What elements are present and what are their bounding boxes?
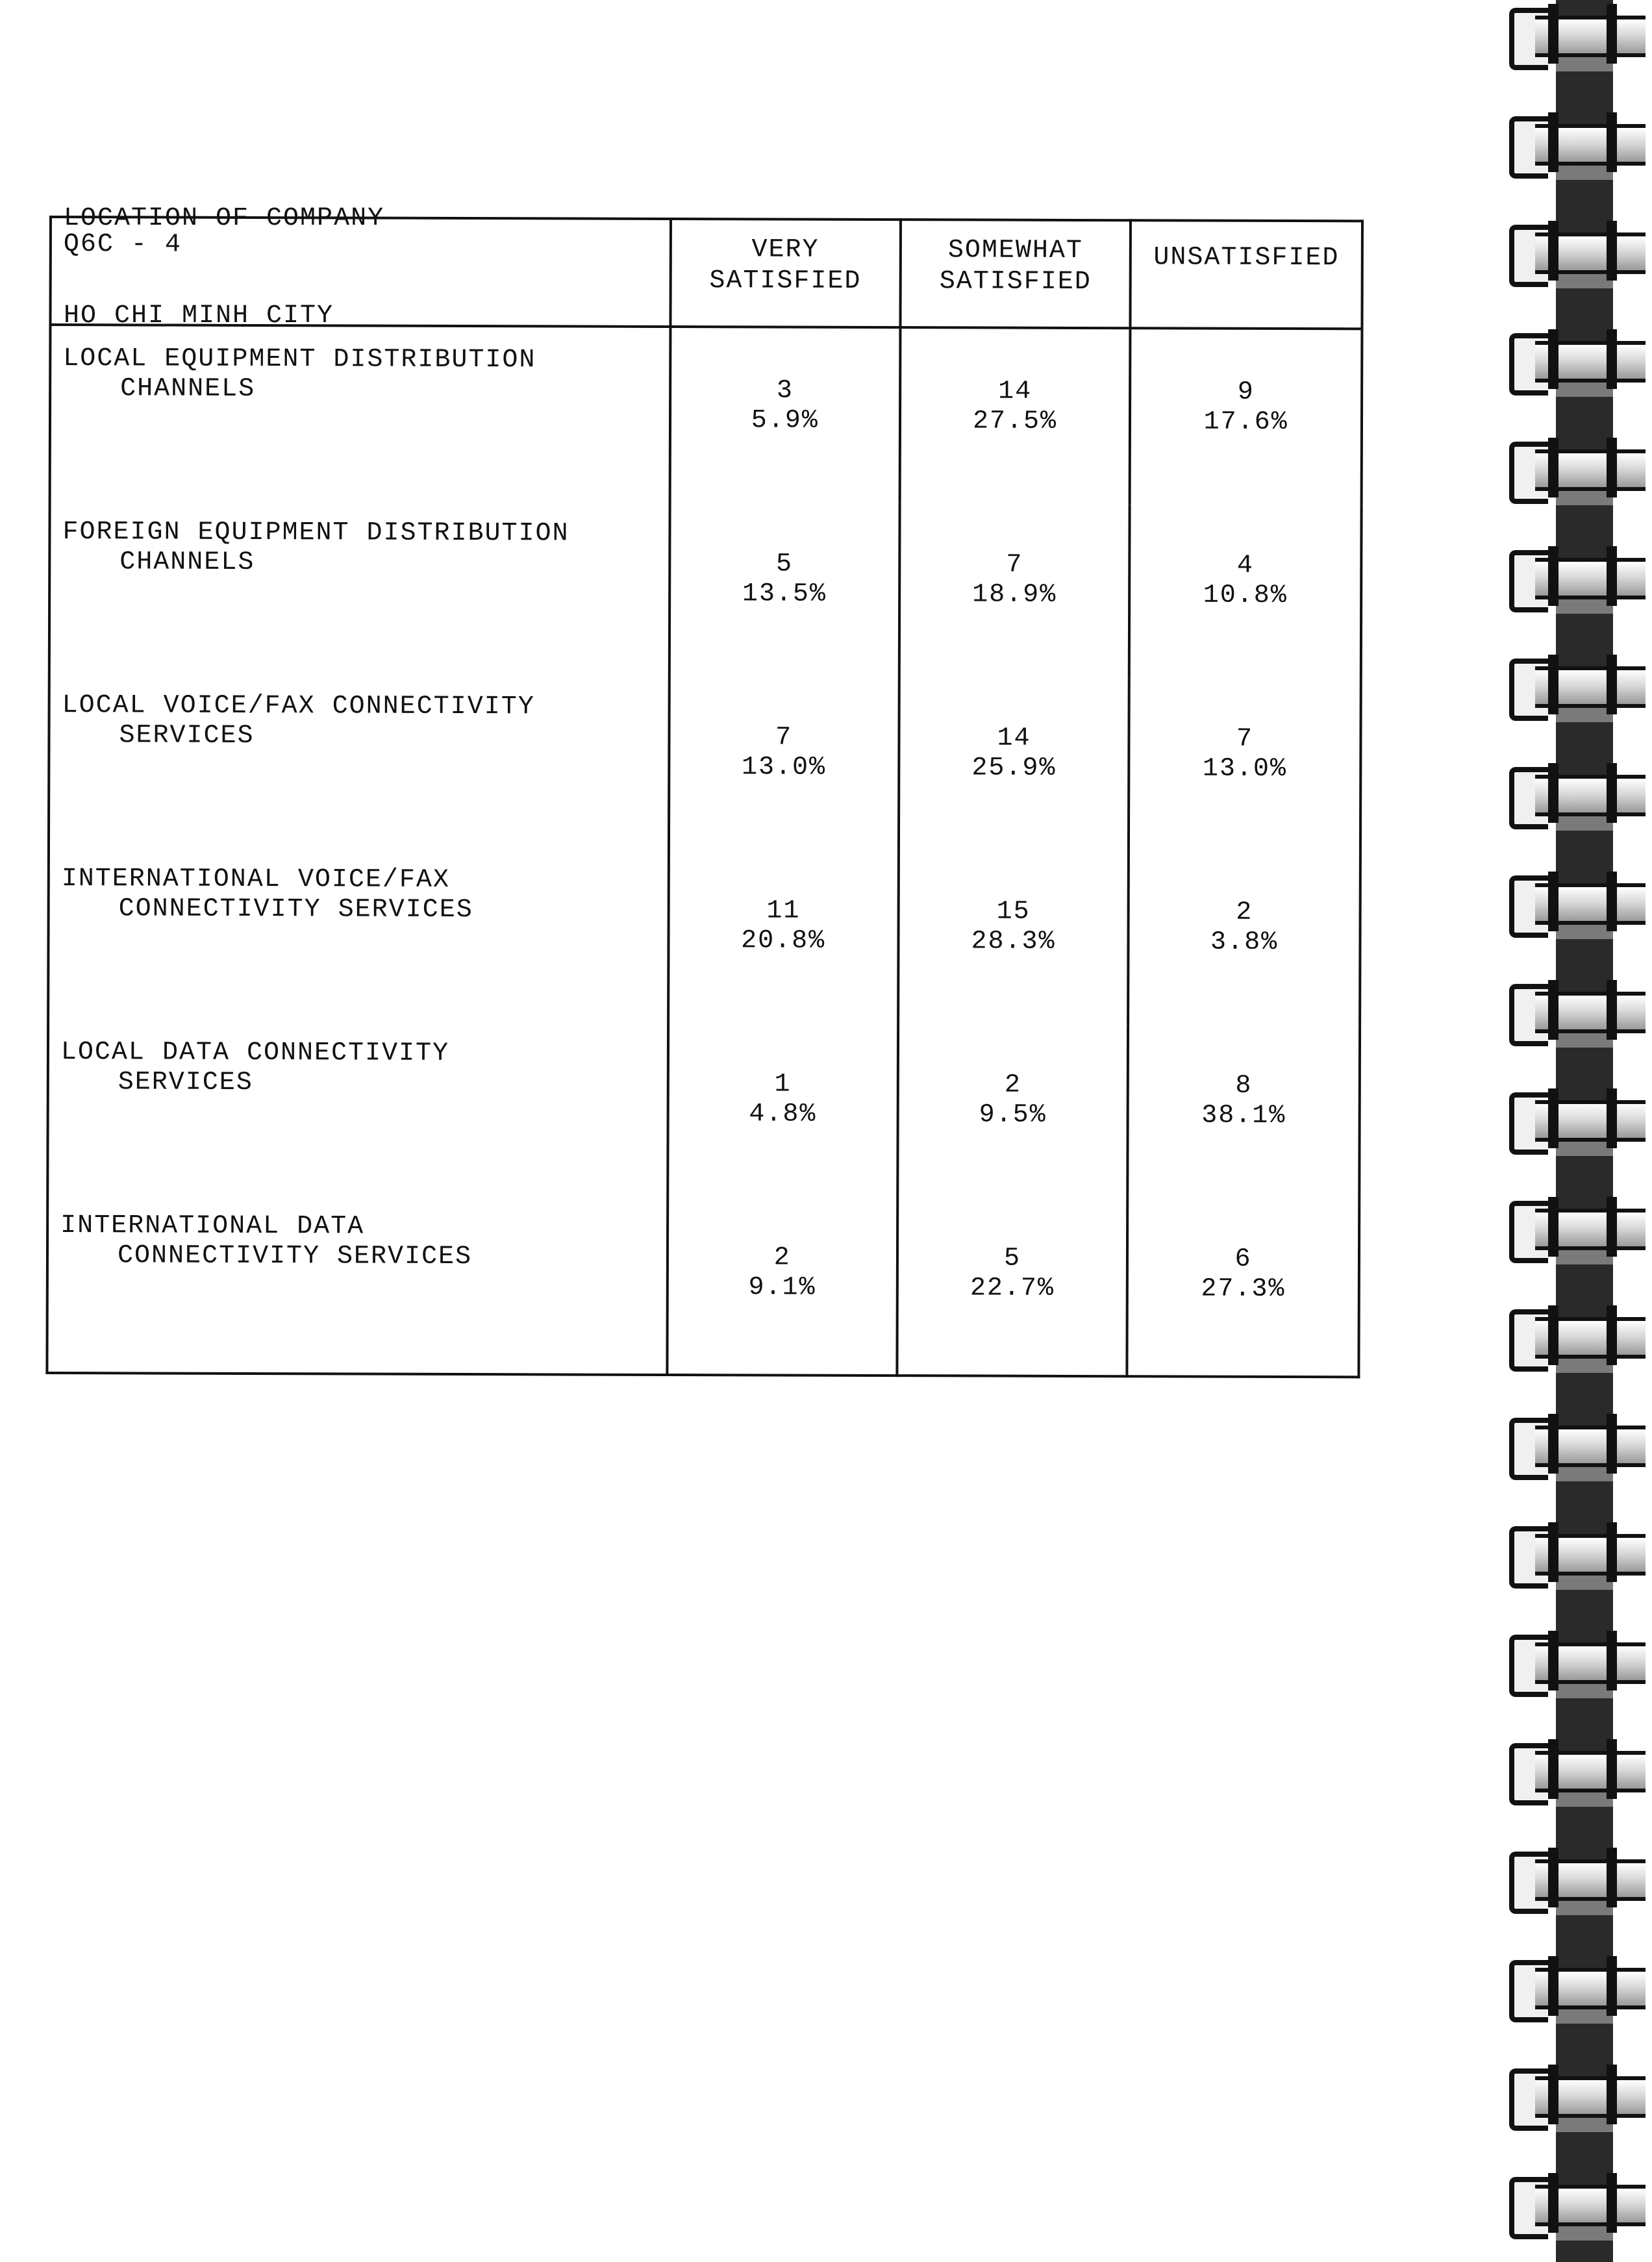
cell-count: 9 <box>1237 377 1255 407</box>
coil-post <box>1548 1305 1558 1365</box>
coil-post <box>1607 1088 1617 1148</box>
table-row <box>48 848 1360 1025</box>
cell-count: 2 <box>1236 898 1253 927</box>
coil-post <box>1607 1739 1617 1799</box>
binding-coil <box>1509 655 1652 714</box>
coil-post <box>1607 221 1617 281</box>
cell-percent: 13.0% <box>1202 754 1288 784</box>
cell-count: 5 <box>1003 1244 1021 1274</box>
coil-post <box>1548 1088 1558 1148</box>
coil-post <box>1548 655 1558 714</box>
row-label-line1: LOCAL EQUIPMENT DISTRIBUTION <box>63 344 536 375</box>
satisfaction-table <box>45 216 1364 1378</box>
coil-post <box>1548 1522 1558 1582</box>
row-label <box>49 674 669 849</box>
cell-count: 7 <box>775 723 793 753</box>
cell-somewhat-satisfied <box>899 503 1130 677</box>
coil-post <box>1607 1305 1617 1365</box>
coil-post <box>1548 2173 1558 2233</box>
binding-coil <box>1509 546 1652 606</box>
binding-coil <box>1509 1739 1652 1799</box>
row-label-line2: SERVICES <box>119 721 255 751</box>
cell-count: 14 <box>997 723 1031 753</box>
cell-very-satisfied <box>669 676 899 850</box>
cell-percent: 38.1% <box>1201 1101 1286 1131</box>
cell-somewhat-satisfied <box>900 327 1131 504</box>
cell-count: 11 <box>766 896 801 926</box>
coil-post <box>1607 1414 1617 1474</box>
cell-unsatisfied <box>1127 1024 1360 1198</box>
binding-coil <box>1509 1414 1652 1474</box>
binding-coil <box>1509 4 1652 64</box>
cell-percent: 10.8% <box>1203 581 1288 610</box>
cell-percent: 4.8% <box>749 1100 817 1129</box>
cell-percent: 9.5% <box>979 1100 1047 1130</box>
spiral-binding <box>1504 0 1652 2262</box>
coil-post <box>1607 329 1617 389</box>
table-row <box>47 1021 1360 1198</box>
binding-coil <box>1509 329 1652 389</box>
cell-count: 3 <box>776 376 794 406</box>
cell-percent: 25.9% <box>971 753 1057 783</box>
table-row <box>47 1194 1359 1377</box>
cell-very-satisfied <box>668 849 899 1024</box>
row-label <box>50 325 670 503</box>
row-label <box>47 1021 668 1196</box>
coil-post <box>1607 655 1617 714</box>
row-label-line2: CHANNELS <box>120 374 256 404</box>
cell-count: 4 <box>1236 551 1254 581</box>
coil-post <box>1548 4 1558 64</box>
coil-post <box>1548 1848 1558 1907</box>
coil-post <box>1607 1956 1617 2016</box>
cell-percent: 20.8% <box>741 926 826 956</box>
city-heading: HO CHI MINH CITY <box>64 301 334 331</box>
column-very-satisfied-line2: SATISFIED <box>709 266 862 296</box>
coil-post <box>1607 438 1617 497</box>
cell-percent: 28.3% <box>971 927 1056 957</box>
question-code: Q6C - 4 <box>50 217 670 327</box>
coil-post <box>1548 1414 1558 1474</box>
coil-post <box>1607 1522 1617 1582</box>
row-label-line1: INTERNATIONAL VOICE/FAX <box>61 864 450 895</box>
coil-post <box>1607 4 1617 64</box>
coil-post <box>1607 1848 1617 1907</box>
binding-coil <box>1509 1848 1652 1907</box>
coil-post <box>1548 1197 1558 1257</box>
column-somewhat-satisfied-line1: SOMEWHAT <box>947 236 1083 266</box>
cell-somewhat-satisfied <box>899 677 1129 851</box>
cell-percent: 18.9% <box>972 580 1057 610</box>
cell-percent: 5.9% <box>751 406 819 436</box>
column-very-satisfied-line1: VERY <box>751 235 820 265</box>
coil-post <box>1548 1631 1558 1690</box>
cell-count: 8 <box>1235 1071 1253 1101</box>
coil-post <box>1548 2065 1558 2124</box>
binding-coil <box>1509 872 1652 931</box>
cell-unsatisfied <box>1127 1198 1360 1377</box>
binding-coil <box>1509 2065 1652 2124</box>
coil-post <box>1607 2065 1617 2124</box>
cell-unsatisfied <box>1129 504 1362 678</box>
coil-post <box>1607 1197 1617 1257</box>
cell-count: 6 <box>1234 1244 1252 1274</box>
coil-post <box>1548 1739 1558 1799</box>
cell-count: 2 <box>773 1243 791 1273</box>
cell-percent: 22.7% <box>970 1274 1055 1303</box>
cell-somewhat-satisfied <box>898 850 1129 1024</box>
binding-coil <box>1509 112 1652 172</box>
binding-coil <box>1509 1305 1652 1365</box>
cell-very-satisfied <box>669 503 899 677</box>
coil-post <box>1548 1956 1558 2016</box>
cell-unsatisfied <box>1129 677 1361 851</box>
cell-percent: 3.8% <box>1210 927 1279 957</box>
column-very-satisfied <box>670 219 901 327</box>
cell-count: 7 <box>1006 550 1023 580</box>
cell-somewhat-satisfied <box>897 1197 1127 1376</box>
table-header-row <box>50 217 1362 329</box>
row-label-line1: LOCAL DATA CONNECTIVITY <box>60 1038 450 1068</box>
coil-post <box>1548 438 1558 497</box>
coil-post <box>1607 2173 1617 2233</box>
cell-count: 14 <box>998 377 1032 407</box>
binding-coil <box>1509 1956 1652 2016</box>
cell-percent: 17.6% <box>1203 407 1288 437</box>
cell-count: 1 <box>774 1070 792 1100</box>
binding-coil <box>1509 438 1652 497</box>
coil-post <box>1607 1631 1617 1690</box>
row-label-line2: CONNECTIVITY SERVICES <box>117 1241 473 1272</box>
location-heading: LOCATION OF COMPANY <box>64 204 385 233</box>
table-row <box>49 501 1362 678</box>
binding-coil <box>1509 763 1652 823</box>
row-label <box>47 1194 667 1375</box>
coil-post <box>1607 872 1617 931</box>
binding-coil <box>1509 1197 1652 1257</box>
row-label <box>48 848 668 1023</box>
binding-coil <box>1509 1631 1652 1690</box>
coil-post <box>1607 980 1617 1040</box>
cell-unsatisfied <box>1130 328 1362 505</box>
row-label-line1: FOREIGN EQUIPMENT DISTRIBUTION <box>62 518 569 549</box>
cell-very-satisfied <box>670 327 900 503</box>
cell-very-satisfied <box>668 1023 898 1197</box>
row-label-line2: CHANNELS <box>119 547 255 577</box>
cell-percent: 27.3% <box>1201 1274 1286 1304</box>
cell-somewhat-satisfied <box>897 1024 1128 1198</box>
coil-post <box>1607 546 1617 606</box>
cell-count: 5 <box>775 549 794 579</box>
coil-post <box>1548 763 1558 823</box>
column-somewhat-satisfied <box>900 220 1131 328</box>
row-label <box>49 501 670 676</box>
cell-very-satisfied <box>667 1196 897 1376</box>
table-row <box>49 674 1361 851</box>
row-label-line2: CONNECTIVITY SERVICES <box>118 894 473 925</box>
table-row <box>50 325 1362 505</box>
column-somewhat-satisfied-line2: SATISFIED <box>939 267 1092 297</box>
cell-percent: 13.0% <box>741 753 827 783</box>
binding-coil <box>1509 980 1652 1040</box>
coil-post <box>1548 980 1558 1040</box>
coil-post <box>1548 112 1558 172</box>
cell-percent: 27.5% <box>972 407 1058 436</box>
cell-unsatisfied <box>1128 851 1360 1025</box>
coil-post <box>1548 872 1558 931</box>
cell-percent: 13.5% <box>742 579 827 609</box>
cell-count: 7 <box>1236 724 1254 754</box>
cell-count: 2 <box>1004 1070 1021 1100</box>
column-unsatisfied: UNSATISFIED <box>1131 220 1362 329</box>
coil-post <box>1607 763 1617 823</box>
binding-coil <box>1509 1522 1652 1582</box>
binding-coil <box>1509 1088 1652 1148</box>
coil-post <box>1548 546 1558 606</box>
coil-post <box>1548 221 1558 281</box>
cell-count: 15 <box>996 897 1031 927</box>
coil-post <box>1548 329 1558 389</box>
row-label-line1: INTERNATIONAL DATA <box>60 1211 365 1242</box>
row-label-line1: LOCAL VOICE/FAX CONNECTIVITY <box>62 691 535 722</box>
cell-percent: 9.1% <box>748 1273 816 1303</box>
row-label-line2: SERVICES <box>118 1068 253 1098</box>
binding-coil <box>1509 221 1652 281</box>
binding-coil <box>1509 2173 1652 2233</box>
coil-post <box>1607 112 1617 172</box>
